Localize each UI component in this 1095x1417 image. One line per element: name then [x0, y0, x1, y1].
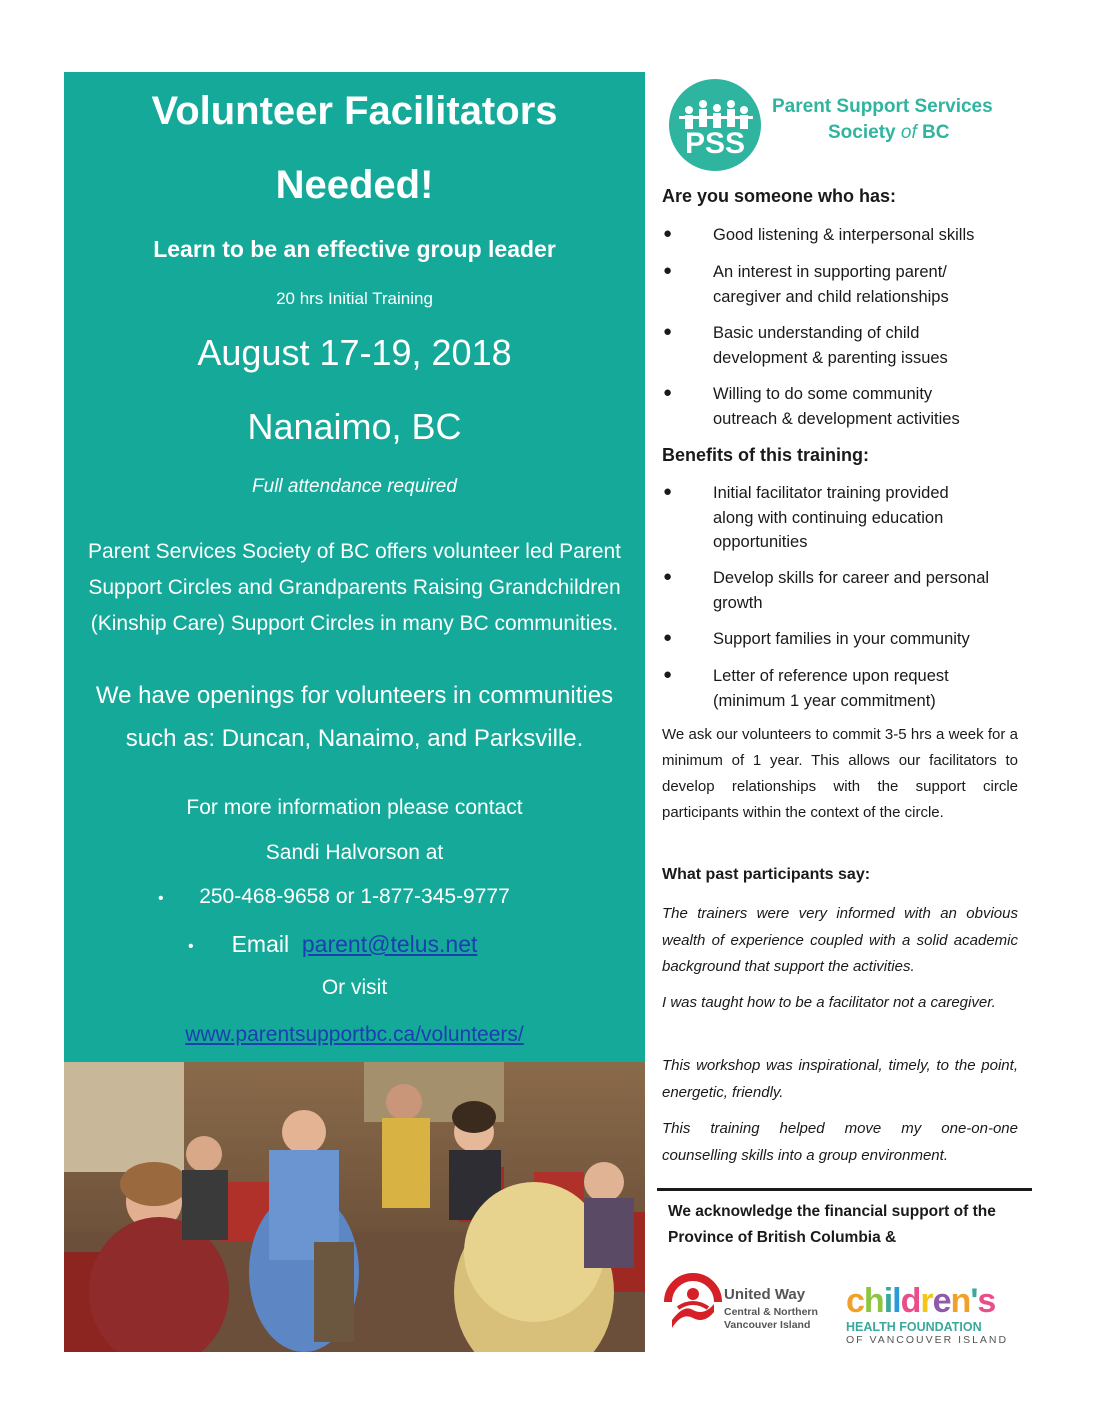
q-bullet-3: ●: [663, 323, 673, 340]
benefits-heading: Benefits of this training:: [662, 445, 869, 465]
b-item-4: [713, 664, 1013, 713]
training-location: Nanaimo, BC: [247, 406, 462, 447]
openings-line-2: such as: Duncan, Nanaimo, and Parksville.: [125, 725, 584, 752]
qualifications-heading: Are you someone who has:: [662, 186, 897, 206]
training-date: August 17-19, 2018: [197, 332, 512, 373]
q-item-4-line-2: outreach & development activities: [713, 409, 960, 428]
program-line-2: Support Circles and Grandparents Raising Grandchildren: [88, 576, 621, 599]
united-way-name: United Way: [724, 1286, 806, 1303]
section-divider: [657, 1188, 1032, 1191]
testimonial-4: This training helped move my one-on-one counselling skills into a group environment.: [662, 1120, 1018, 1164]
logo-name-bc: BC: [916, 122, 950, 143]
chf-line-3: OF VANCOUVER ISLAND: [846, 1334, 1009, 1346]
united-way-region-2: Vancouver Island: [724, 1319, 811, 1331]
acknowledgement-line-1: We acknowledge the financial support of the: [668, 1203, 996, 1220]
chf-line-2: HEALTH FOUNDATION: [846, 1320, 982, 1334]
testimonial-2: I was taught how to be a facilitator not a caregiver.: [662, 994, 996, 1011]
info-panel: [64, 72, 645, 1062]
q-item-2-line-1: An interest in supporting parent/: [713, 263, 947, 281]
q-bullet-1: ●: [663, 225, 673, 242]
q-item-2-line-2: caregiver and child relationships: [713, 287, 949, 306]
program-line-3: (Kinship Care) Support Circles in many BC communities.: [90, 612, 619, 635]
program-line-1: Parent Services Society of BC offers volunteer led Parent: [87, 540, 622, 563]
contact-email-row: [64, 931, 645, 958]
b-item-3: [713, 627, 1013, 652]
q-item-3-line-2: development & parenting issues: [713, 348, 948, 367]
contact-intro: For more information please contact: [186, 796, 523, 819]
b-item-3-line-1: Support families in your community: [713, 630, 970, 648]
b-bullet-2: ●: [663, 568, 673, 585]
q-bullet-2: ●: [663, 262, 673, 279]
united-way-emblem: [664, 1268, 722, 1332]
chf-wordmark: children's: [846, 1282, 996, 1320]
logo-name-line-1: Parent Support Services: [772, 96, 993, 117]
group-photo-illustration: [64, 1062, 645, 1352]
contact-phone: 250-468-9658 or 1-877-345-9777: [199, 885, 510, 908]
b-bullet-3: ●: [663, 629, 673, 646]
q-item-1-line-1: Good listening & interpersonal skills: [713, 226, 975, 244]
b-item-2: [713, 566, 1013, 615]
website-row: [64, 1023, 645, 1047]
phone-bullet: •: [158, 890, 164, 907]
commitment-paragraph: We ask our volunteers to commit 3-5 hrs a week for a minimum of 1 year. This allows our facilitators to develop relationships with the support circle participants within the context of the circle.: [662, 726, 1018, 821]
acknowledgement-line-2: Province of British Columbia &: [668, 1229, 897, 1246]
logo-name-society: Society: [828, 122, 901, 143]
childrens-health-foundation-logo: [846, 1284, 1008, 1346]
group-photo: [64, 1062, 645, 1352]
pss-logo-initials: PSS: [684, 127, 746, 160]
title-line-2: Needed!: [275, 163, 434, 207]
email-label: Email: [231, 931, 290, 957]
q-item-2: [713, 260, 1013, 309]
b-item-1-line-1: Initial facilitator training provided: [713, 484, 949, 502]
email-link[interactable]: parent@telus.net: [301, 931, 478, 957]
attendance-note: Full attendance required: [252, 476, 457, 497]
b-item-1-line-2: along with continuing education: [713, 508, 944, 527]
q-item-3: [713, 321, 1013, 370]
website-link[interactable]: www.parentsupportbc.ca/volunteers/: [185, 1023, 524, 1046]
q-bullet-4: ●: [663, 384, 673, 401]
b-bullet-1: ●: [663, 483, 673, 500]
b-item-1: [713, 481, 1013, 555]
b-item-4-line-1: Letter of reference upon request: [713, 667, 949, 685]
email-bullet: •: [188, 938, 194, 955]
program-description: [64, 534, 645, 642]
b-item-2-line-1: Develop skills for career and personal: [713, 569, 990, 587]
logo-name-line-2: [828, 122, 949, 144]
testimonial-3: This workshop was inspirational, timely, to the point, energetic, friendly.: [662, 1057, 1018, 1101]
q-item-1: [713, 223, 1013, 248]
training-hours: 20 hrs Initial Training: [276, 289, 433, 308]
b-item-4-line-2: (minimum 1 year commitment): [713, 691, 936, 710]
q-item-3-line-1: Basic understanding of child: [713, 324, 920, 342]
b-bullet-4: ●: [663, 666, 673, 683]
logo-name-of: of: [900, 122, 917, 143]
openings-line-1: We have openings for volunteers in communities: [95, 682, 614, 709]
b-item-2-line-2: growth: [713, 593, 763, 612]
b-item-1-line-3: opportunities: [713, 533, 808, 551]
openings-description: [64, 674, 645, 760]
visit-label: Or visit: [321, 976, 388, 999]
title-line-1: Volunteer Facilitators: [151, 89, 558, 133]
subtitle: Learn to be an effective group leader: [153, 236, 556, 262]
testimonial-1: The trainers were very informed with an obvious wealth of experience coupled with a solid academic background that support the activities.: [662, 905, 1018, 975]
testimonials-heading: What past participants say:: [662, 866, 871, 883]
contact-person: Sandi Halvorson at: [265, 841, 444, 864]
united-way-region-1: Central & Northern: [724, 1306, 818, 1318]
q-item-4: [713, 382, 1013, 431]
q-item-4-line-1: Willing to do some community: [713, 385, 933, 403]
